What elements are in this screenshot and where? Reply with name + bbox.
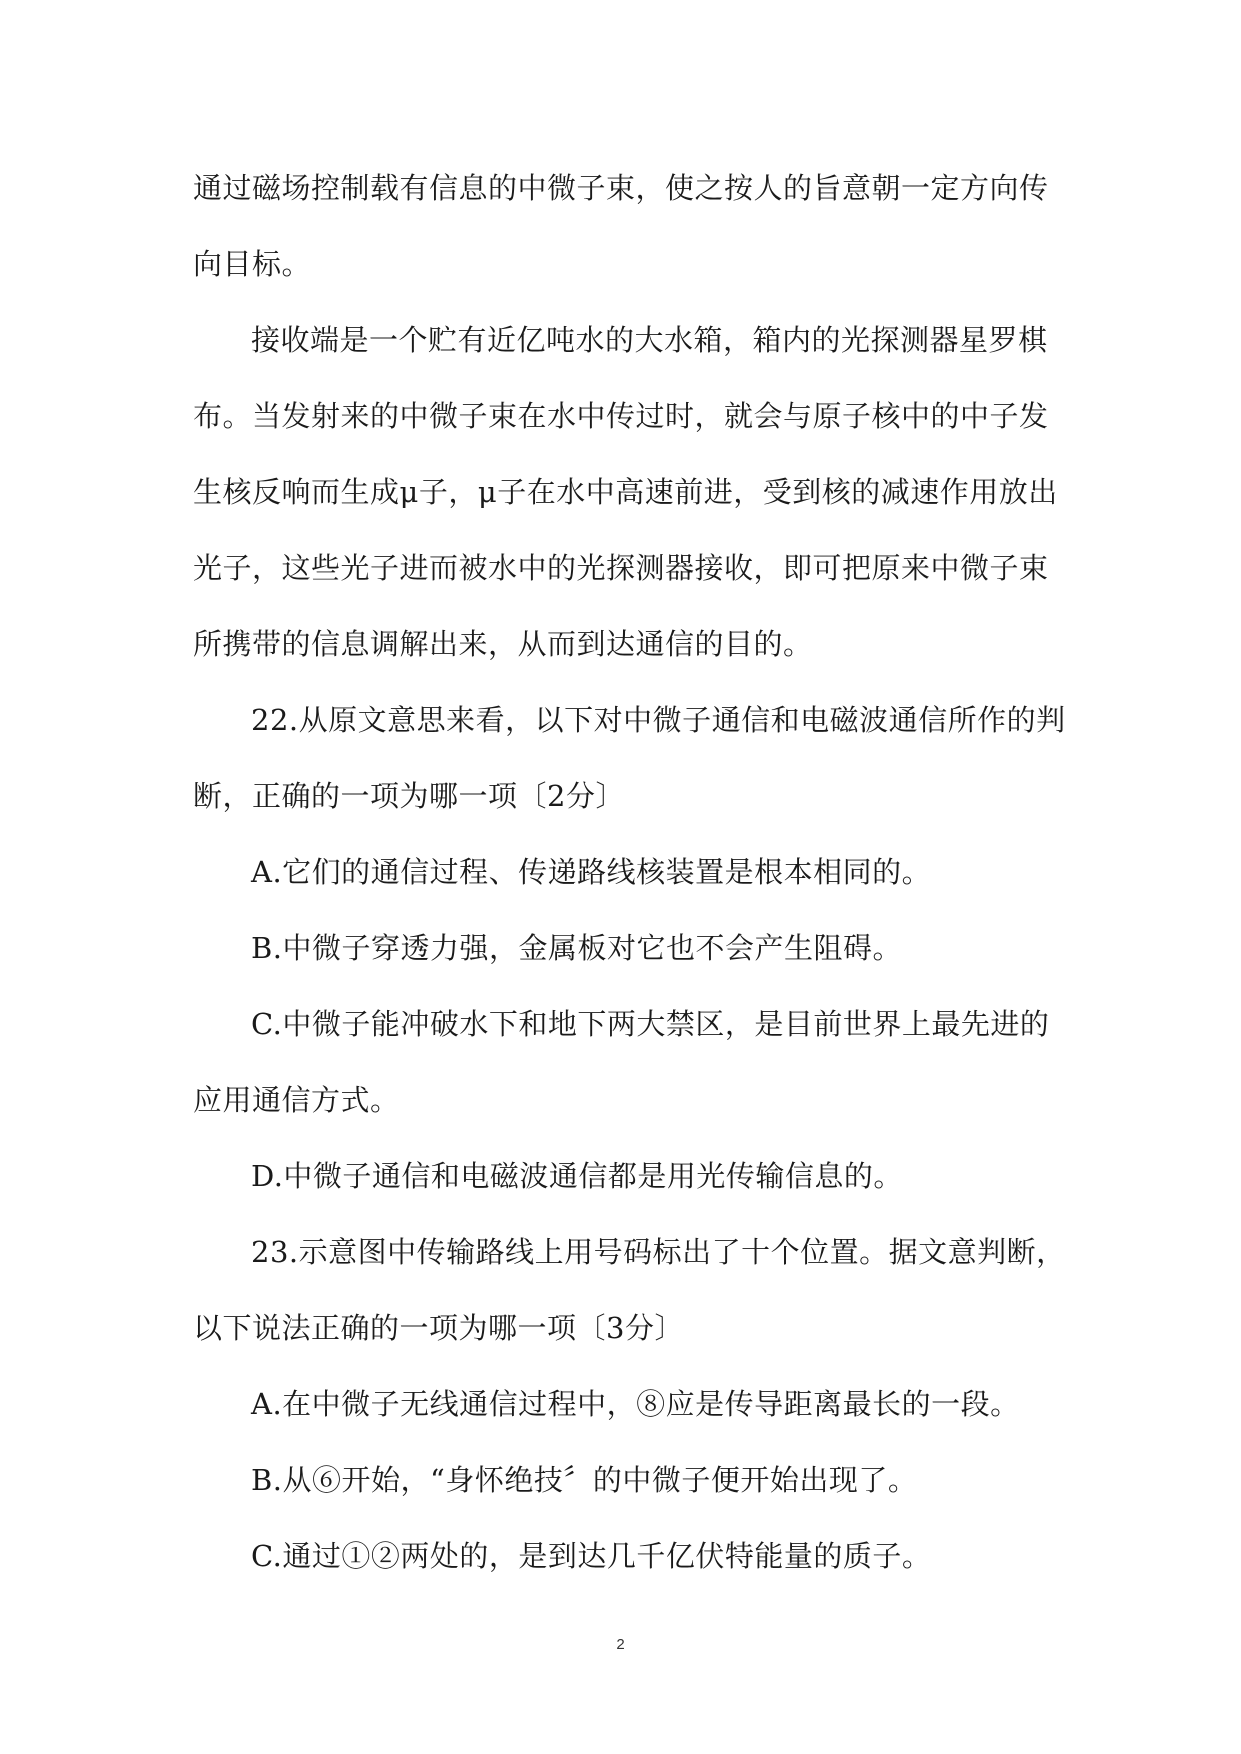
text-line: 接收端是一个贮有近亿吨水的大水箱，箱内的光探测器星罗棋: [251, 323, 1048, 357]
question-23-option-c: [193, 1518, 1073, 1594]
option-text: B.中微子穿透力强，金属板对它也不会产生阻碍。: [251, 931, 903, 965]
option-text: D.中微子通信和电磁波通信都是用光传输信息的。: [251, 1159, 903, 1193]
option-text: B.从⑥开始，“身怀绝技〞的中微子便开始出现了。: [251, 1463, 918, 1497]
option-text: 应用通信方式。: [193, 1083, 400, 1117]
question-23-option-a: [193, 1366, 1073, 1442]
question-22-option-c: [193, 986, 1073, 1138]
question-text: 23.示意图中传输路线上用号码标出了十个位置。据文意判断，: [251, 1235, 1066, 1269]
option-text: C.中微子能冲破水下和地下两大禁区，是目前世界上最先进的: [251, 1007, 1050, 1041]
text-line: 布。当发射来的中微子束在水中传过时，就会与原子核中的中子发: [193, 399, 1049, 433]
question-22-option-a: [193, 834, 1073, 910]
question-22: [193, 682, 1073, 834]
page-number: 2: [616, 1636, 625, 1653]
question-22-option-d: [193, 1138, 1073, 1214]
text-line: 光子，这些光子进而被水中的光探测器接收，即可把原来中微子束: [193, 551, 1049, 585]
question-text: 以下说法正确的一项为哪一项〔3分〕: [193, 1311, 684, 1345]
question-text: 断，正确的一项为哪一项〔2分〕: [193, 779, 625, 813]
paragraph-continuation: [193, 150, 1073, 302]
text-line: 通过磁场控制载有信息的中微子束，使之按人的旨意朝一定方向传: [193, 171, 1049, 205]
option-text: A.它们的通信过程、传递路线核装置是根本相同的。: [251, 855, 932, 889]
text-line: 向目标。: [193, 247, 312, 281]
question-22-option-b: [193, 910, 1073, 986]
document-body: [193, 150, 1073, 1594]
question-text: 22.从原文意思来看，以下对中微子通信和电磁波通信所作的判: [251, 703, 1066, 737]
question-23-option-b: [193, 1442, 1073, 1518]
option-text: C.通过①②两处的，是到达几千亿伏特能量的质子。: [251, 1539, 932, 1573]
question-23: [193, 1214, 1073, 1366]
paragraph-receiver: [193, 302, 1073, 682]
option-text: A.在中微子无线通信过程中，⑧应是传导距离最长的一段。: [251, 1387, 1020, 1421]
text-line: 所携带的信息调解出来，从而到达通信的目的。: [193, 627, 813, 661]
text-line: 生核反响而生成μ子，μ子在水中高速前进，受到核的减速作用放出: [193, 475, 1058, 509]
